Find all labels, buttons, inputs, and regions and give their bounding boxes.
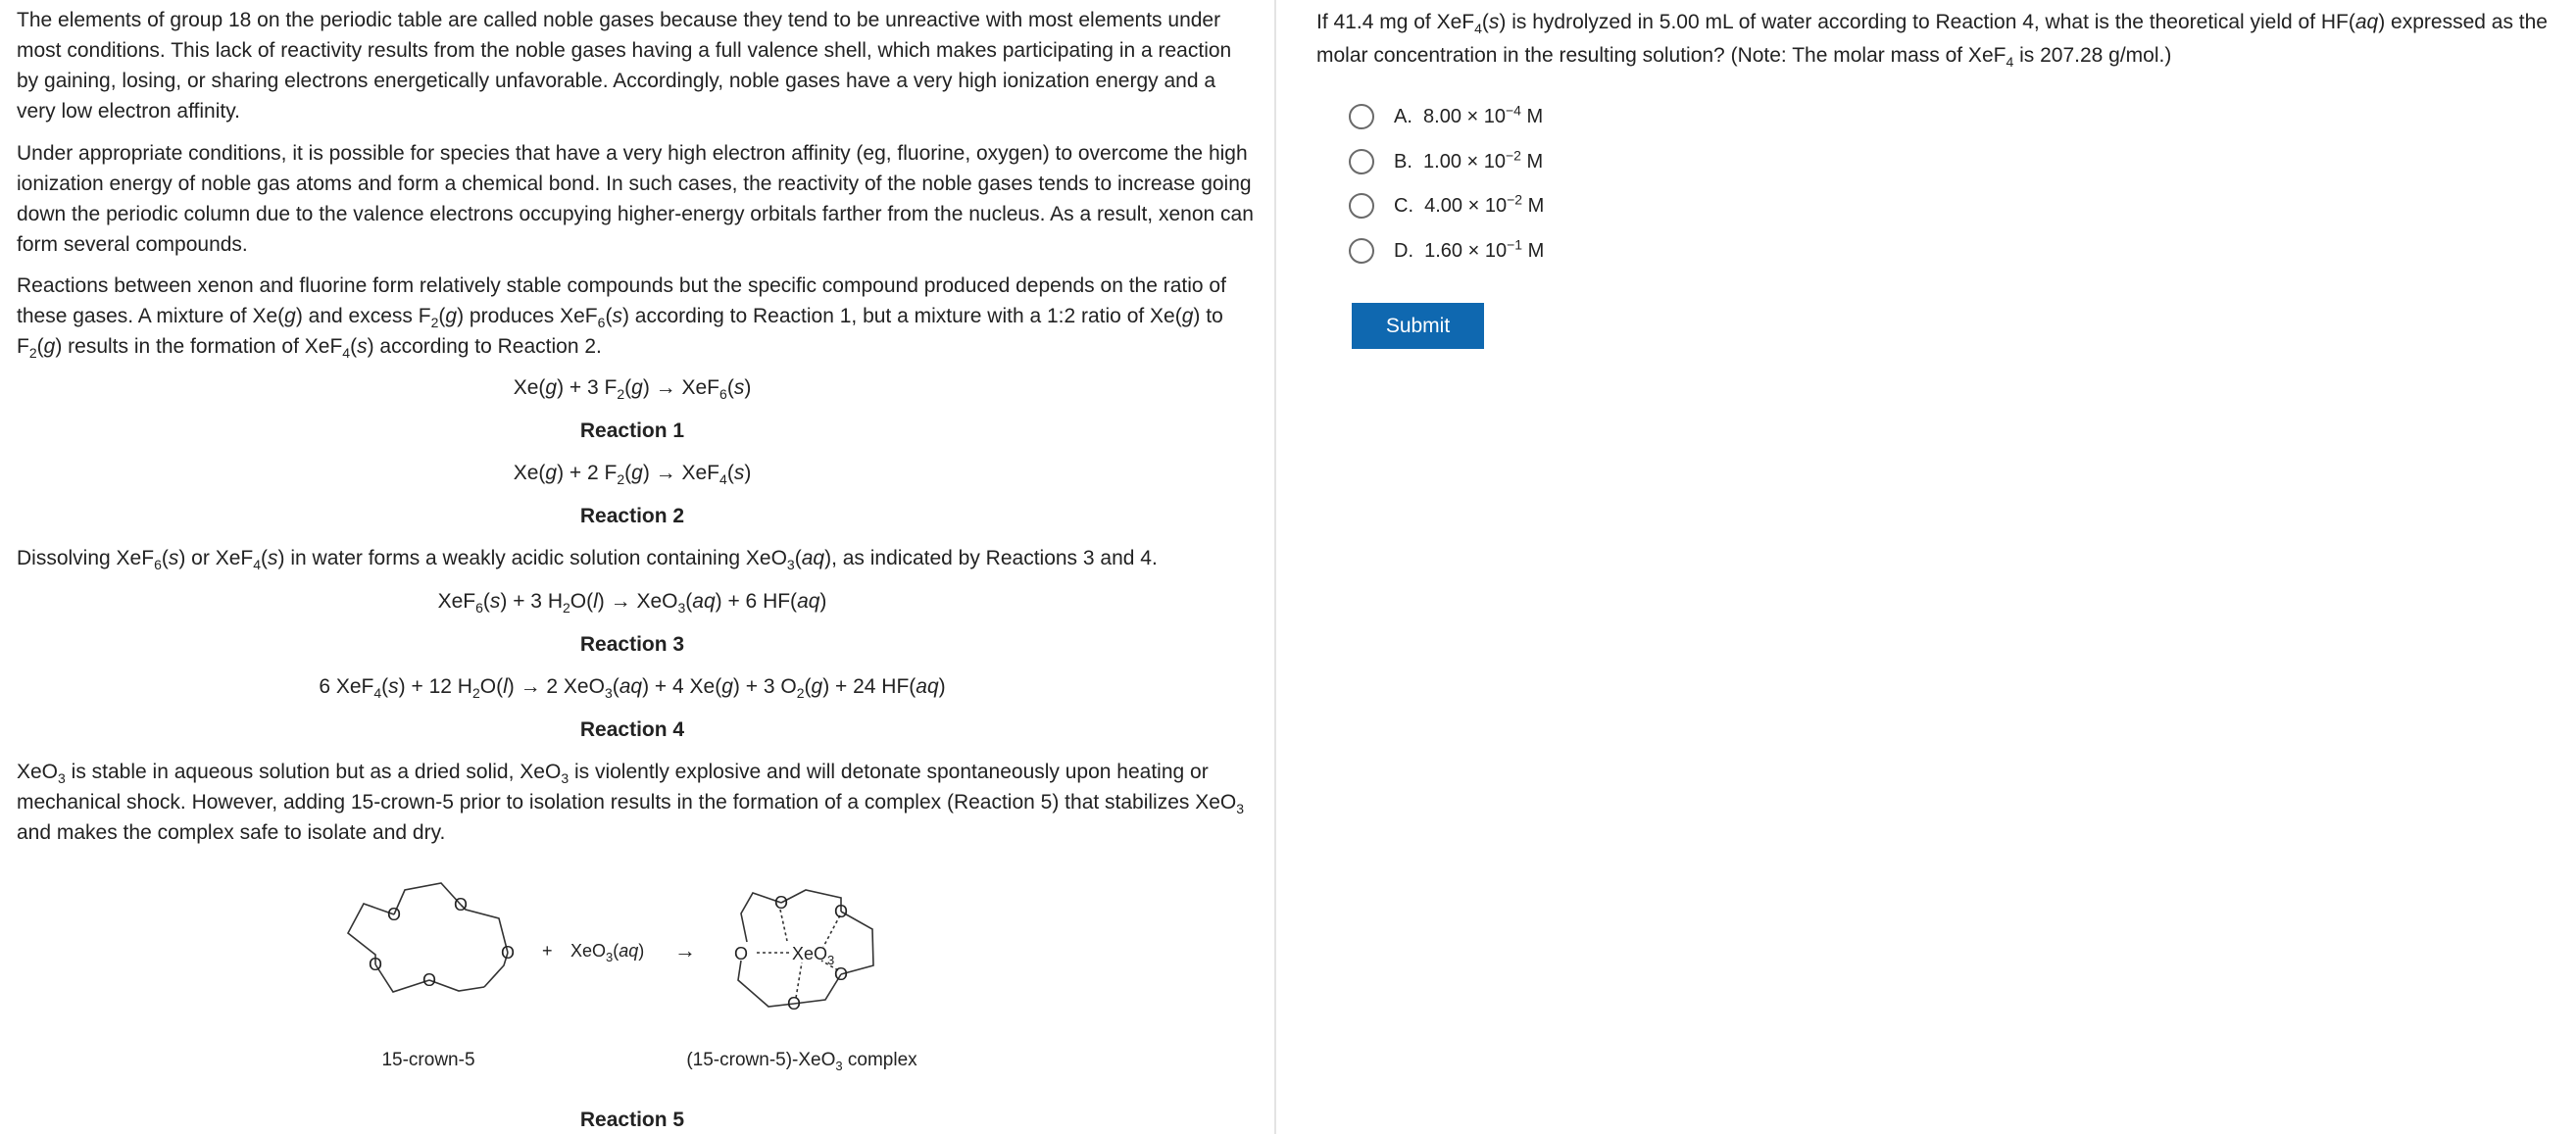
radio-button-d[interactable] [1349,238,1374,264]
reaction-5-diagram [304,853,951,1083]
radio-button-b[interactable] [1349,149,1374,174]
complex-center-formula: XeO$_3$ [792,944,835,967]
reaction-2-equation: Xe(g) + 2 $F_2(g) \to XeF_4(s)$ [513,462,752,488]
reagent-formula: XeO$_3$(aq) [570,941,645,964]
question-text: If 41.4 mg of XeF$_4$(s) is hydrolyzed in 5.00 mL of water according to Reaction 4, what is the theoretical yield of HF(aq) expressed as the molar concentration in the resulting solution? (Note: The molar mass of XeF$_4$ is 207.28 g/mol.) [1316,11,2548,71]
plus-sign: + [542,941,553,961]
reaction-arrow: → [674,938,696,962]
radio-button-a[interactable] [1349,104,1374,129]
reaction-3-label: Reaction 3 [579,633,685,656]
oxygen-atom: O [786,994,802,1013]
submit-button[interactable]: Submit [1352,303,1484,349]
passage-paragraph-3: Reactions between xenon and fluorine form relatively stable compounds but the specific compound produced depends on the ratio of these gases. A mixture of Xe(g) and excess $F_2(g)$ produces XeF$_6$(s) according to Reaction 1, but a mixture with a 1:2 ratio of Xe(g) to $F_2(g)$ results in the formation of XeF$_4$(s) according to Reaction 2. [17,274,1226,362]
option-text: C. $4.00 \times 10^{-2}$ M [1394,190,1545,217]
oxygen-atom: O [368,955,383,974]
oxygen-atom: O [421,970,437,990]
answer-option-c[interactable] [1349,190,1544,222]
answer-option-b[interactable] [1349,146,1543,177]
answer-option-d[interactable] [1349,235,1544,267]
reaction-3-equation: XeF$_6$(s) + 3 $H_2O(l) \to XeO_3(aq) + 6$ HF(aq) [437,590,827,617]
reaction-4-label: Reaction 4 [579,718,685,741]
radio-button-c[interactable] [1349,193,1374,219]
option-text: B. $1.00 \times 10^{-2}$ M [1394,146,1544,173]
reaction-1-label: Reaction 1 [579,419,685,442]
oxygen-atom: O [773,893,789,913]
oxygen-atom: O [386,905,402,924]
passage-paragraph-5: XeO$_3$ is stable in aqueous solution but as a dried solid, XeO$_3$ is violently explosive and will detonate spontaneously upon heating or mechanical shock. However, adding 15-crown-5 prior to isolation results in the formation of a complex (Reaction 5) that stabilizes XeO$_3$ and makes the complex safe to isolate and dry. [17,761,1245,844]
option-text: D. $1.60 \times 10^{-1}$ M [1394,235,1545,262]
oxygen-atom: O [733,944,749,963]
crown-ether-label: 15-crown-5 [381,1050,475,1070]
crown-ether-structures [304,853,951,1078]
reaction-2-label: Reaction 2 [579,505,685,527]
reaction-1-equation: Xe(g) + 3 $F_2(g) \to XeF_6(s)$ [513,376,752,403]
passage-paragraph-1: The elements of group 18 on the periodic table are called noble gases because they tend to be unreactive with most elements under most conditions. This lack of reactivity results from the noble gases having a full valence shell, which makes participating in a reaction by gaining, losing, or sharing electrons energetically unfavorable. Accordingly, noble gases have a very high ionization energy and a very low electron affinity. [17,9,1232,123]
oxygen-atom: O [453,895,469,914]
question-panel [1277,0,2576,1134]
passage-paragraph-2: Under appropriate conditions, it is possible for species that have a very high electron affinity (eg, fluorine, oxygen) to overcome the high ionization energy of noble gas atoms and form a chemical bond. In such cases, the reactivity of the noble gases tends to increase going down the periodic column due to the valence electrons occupying higher-energy orbitals farther from the nucleus. As a result, xenon can form several compounds. [17,142,1254,256]
answer-option-a[interactable] [1349,101,1543,132]
reaction-4-equation: 6 XeF$_4$(s) + 12 $H_2O(l) \to 2$ XeO$_3$(aq) + 4 Xe(g) + 3 $O_2(g) + 24$ HF(aq) [319,675,946,702]
oxygen-atom: O [833,902,849,921]
oxygen-atom: O [833,964,849,984]
complex-label: (15-crown-5)-XeO$_3$ complex [686,1050,917,1073]
passage-panel [0,0,1276,1134]
option-text: A. $8.00 \times 10^{-4}$ M [1394,101,1544,127]
reaction-5-label: Reaction 5 [579,1109,685,1131]
oxygen-atom: O [500,943,516,962]
passage-paragraph-4: Dissolving XeF$_6$(s) or XeF$_4$(s) in water forms a weakly acidic solution containing XeO$_3$(aq), as indicated by Reactions 3 and 4. [17,547,1158,573]
